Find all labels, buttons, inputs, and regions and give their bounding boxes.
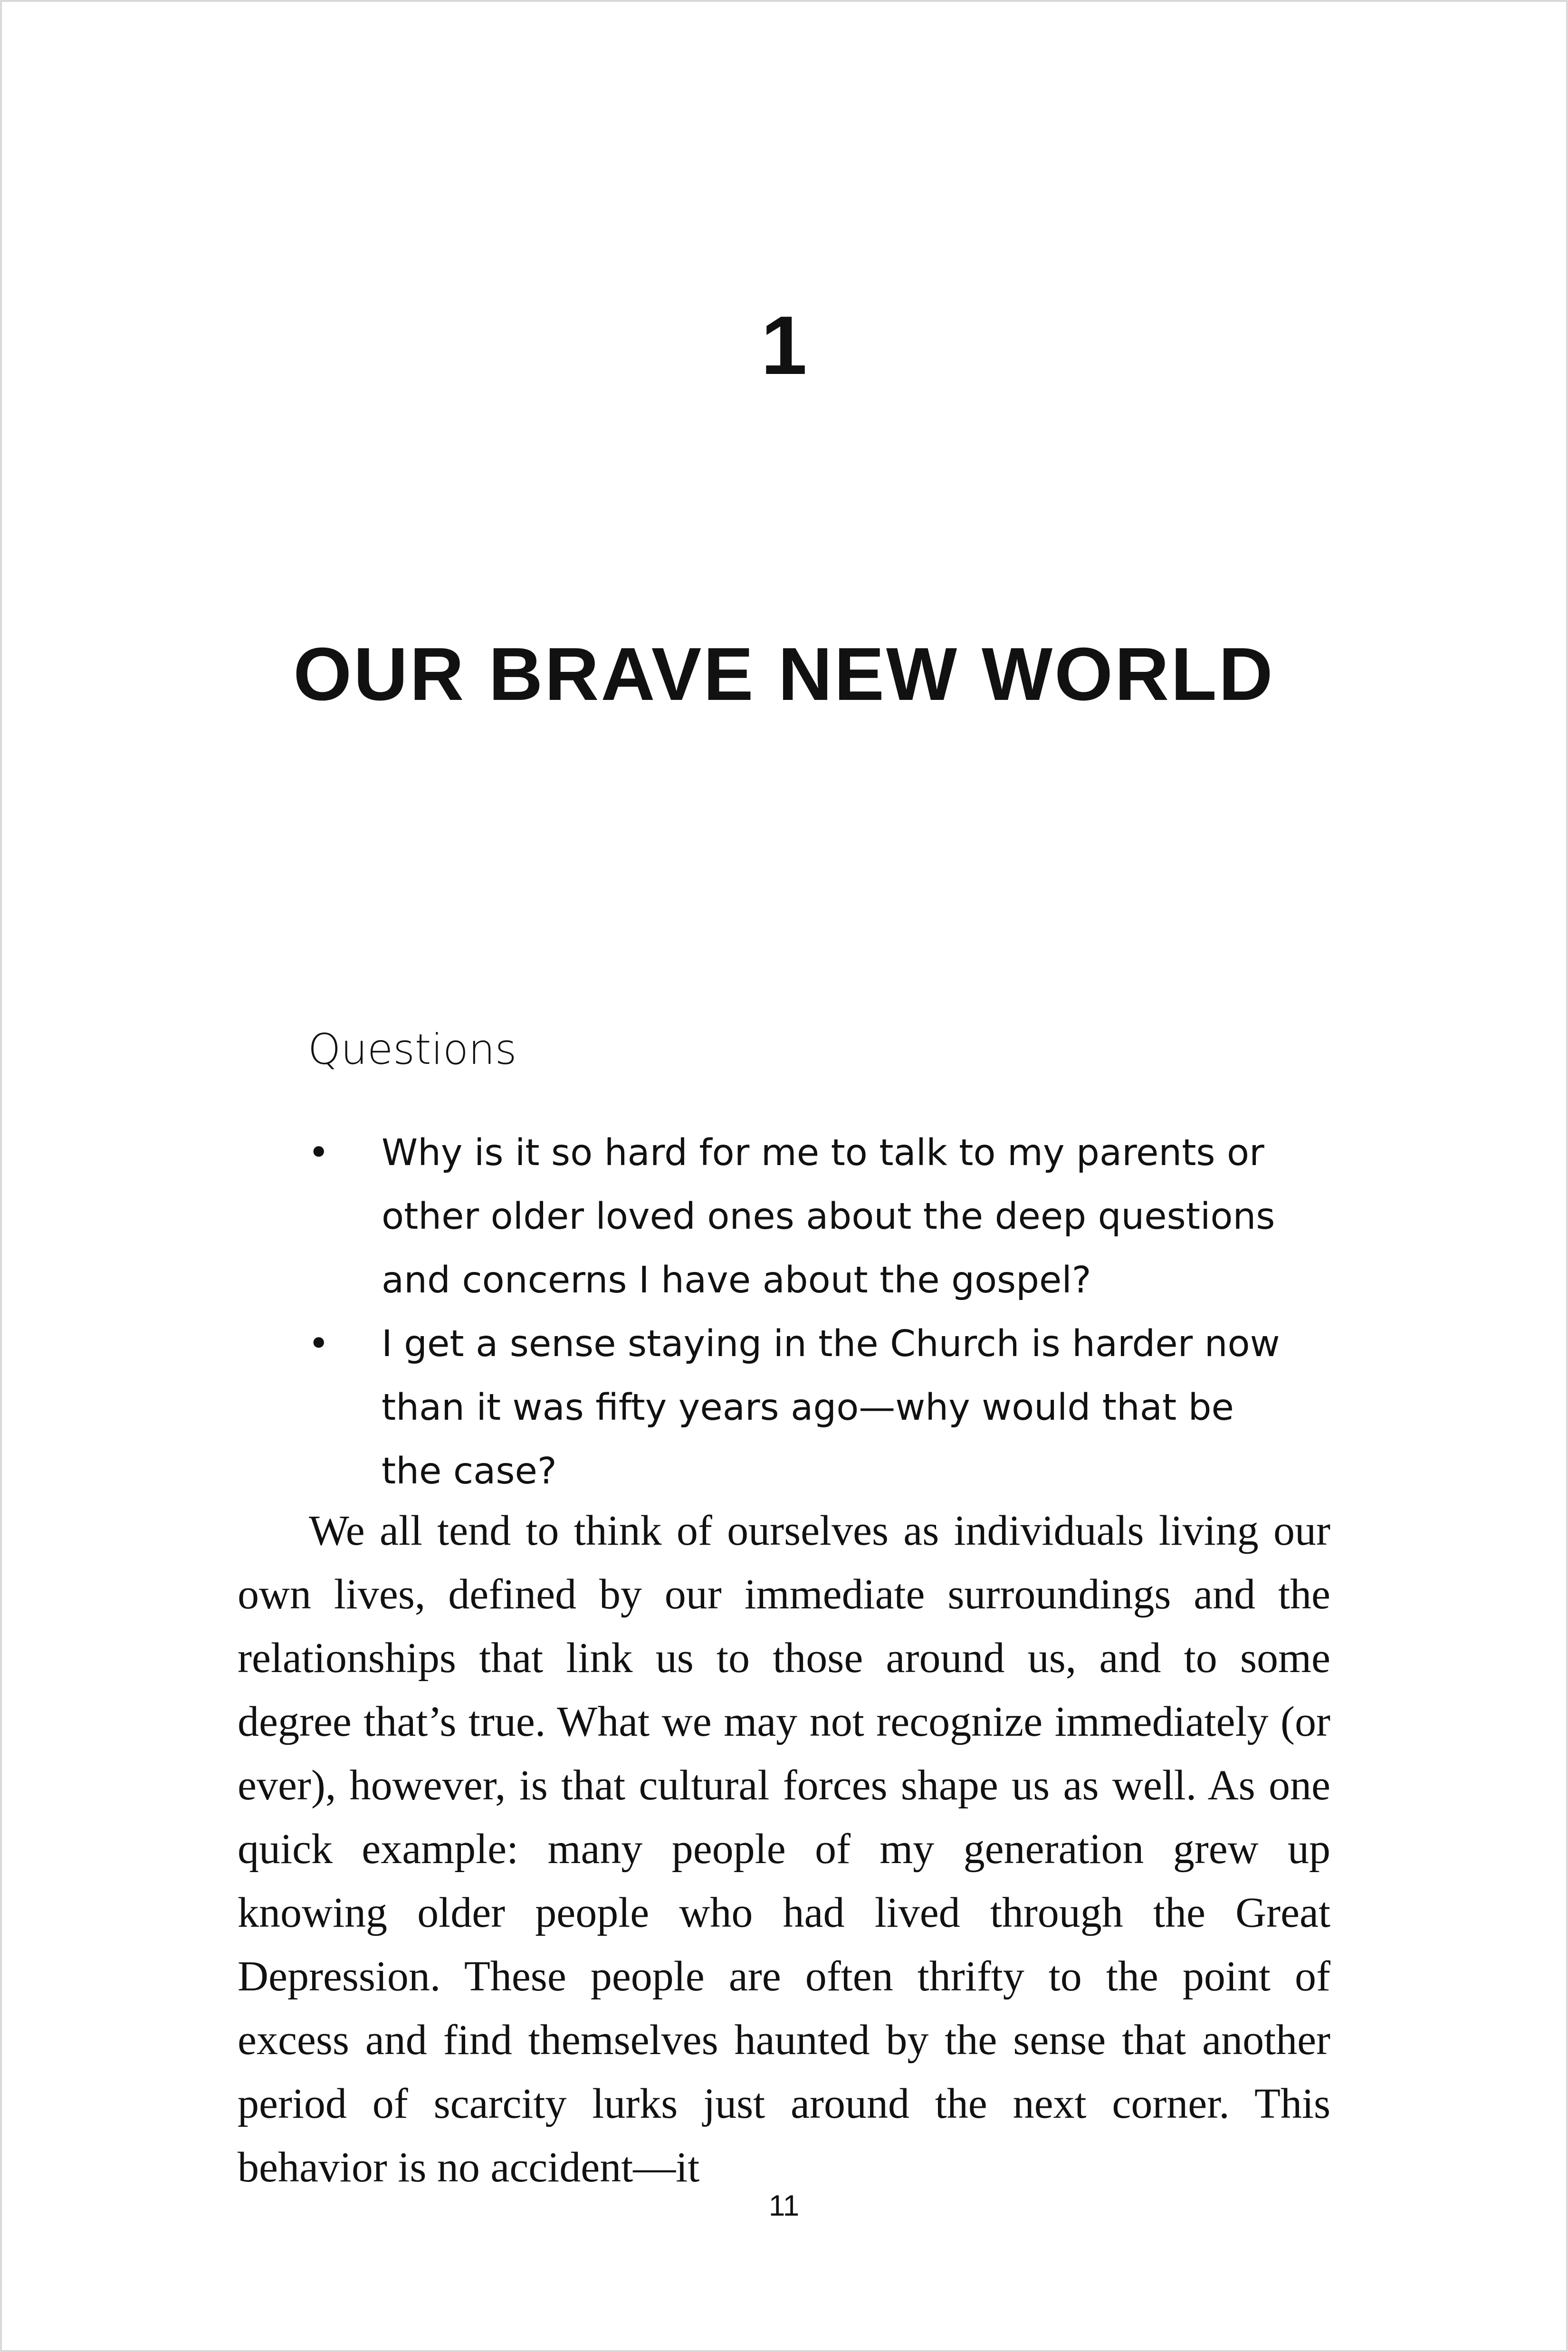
question-text: I get a sense staying in the Church is harder now than it was fifty years ago—why would that be the case? — [382, 1323, 1280, 1492]
body-paragraph: We all tend to think of ourselves as individuals living our own lives, defined by our immediate surroundings and the relationships that link us to those around us, and to some degree that’s true. What we may not recognize immediately (or ever), however, is that cultural forces shape us as well. As one quick example: many people of my generation grew up knowing older people who had lived through the Great Depression. These people are often thrifty to the point of excess and find themselves haunted by the sense that another period of scarcity lurks just around the next corner. This behavior is no accident—it — [238, 1507, 1330, 2191]
question-text: Why is it so hard for me to talk to my parents or other older loved ones about the deep questions and concerns I have about the gospel? — [382, 1132, 1275, 1301]
list-item — [308, 1121, 1287, 1312]
page-number: 11 — [768, 2189, 800, 2222]
questions-heading: Questions — [308, 1025, 517, 1074]
list-item — [308, 1312, 1287, 1503]
chapter-number: 1 — [761, 299, 807, 392]
chapter-title: OUR BRAVE NEW WORLD — [293, 632, 1275, 716]
bullet-icon: • — [308, 1132, 330, 1174]
questions-list — [308, 1121, 1287, 1503]
bullet-icon: • — [308, 1323, 330, 1365]
